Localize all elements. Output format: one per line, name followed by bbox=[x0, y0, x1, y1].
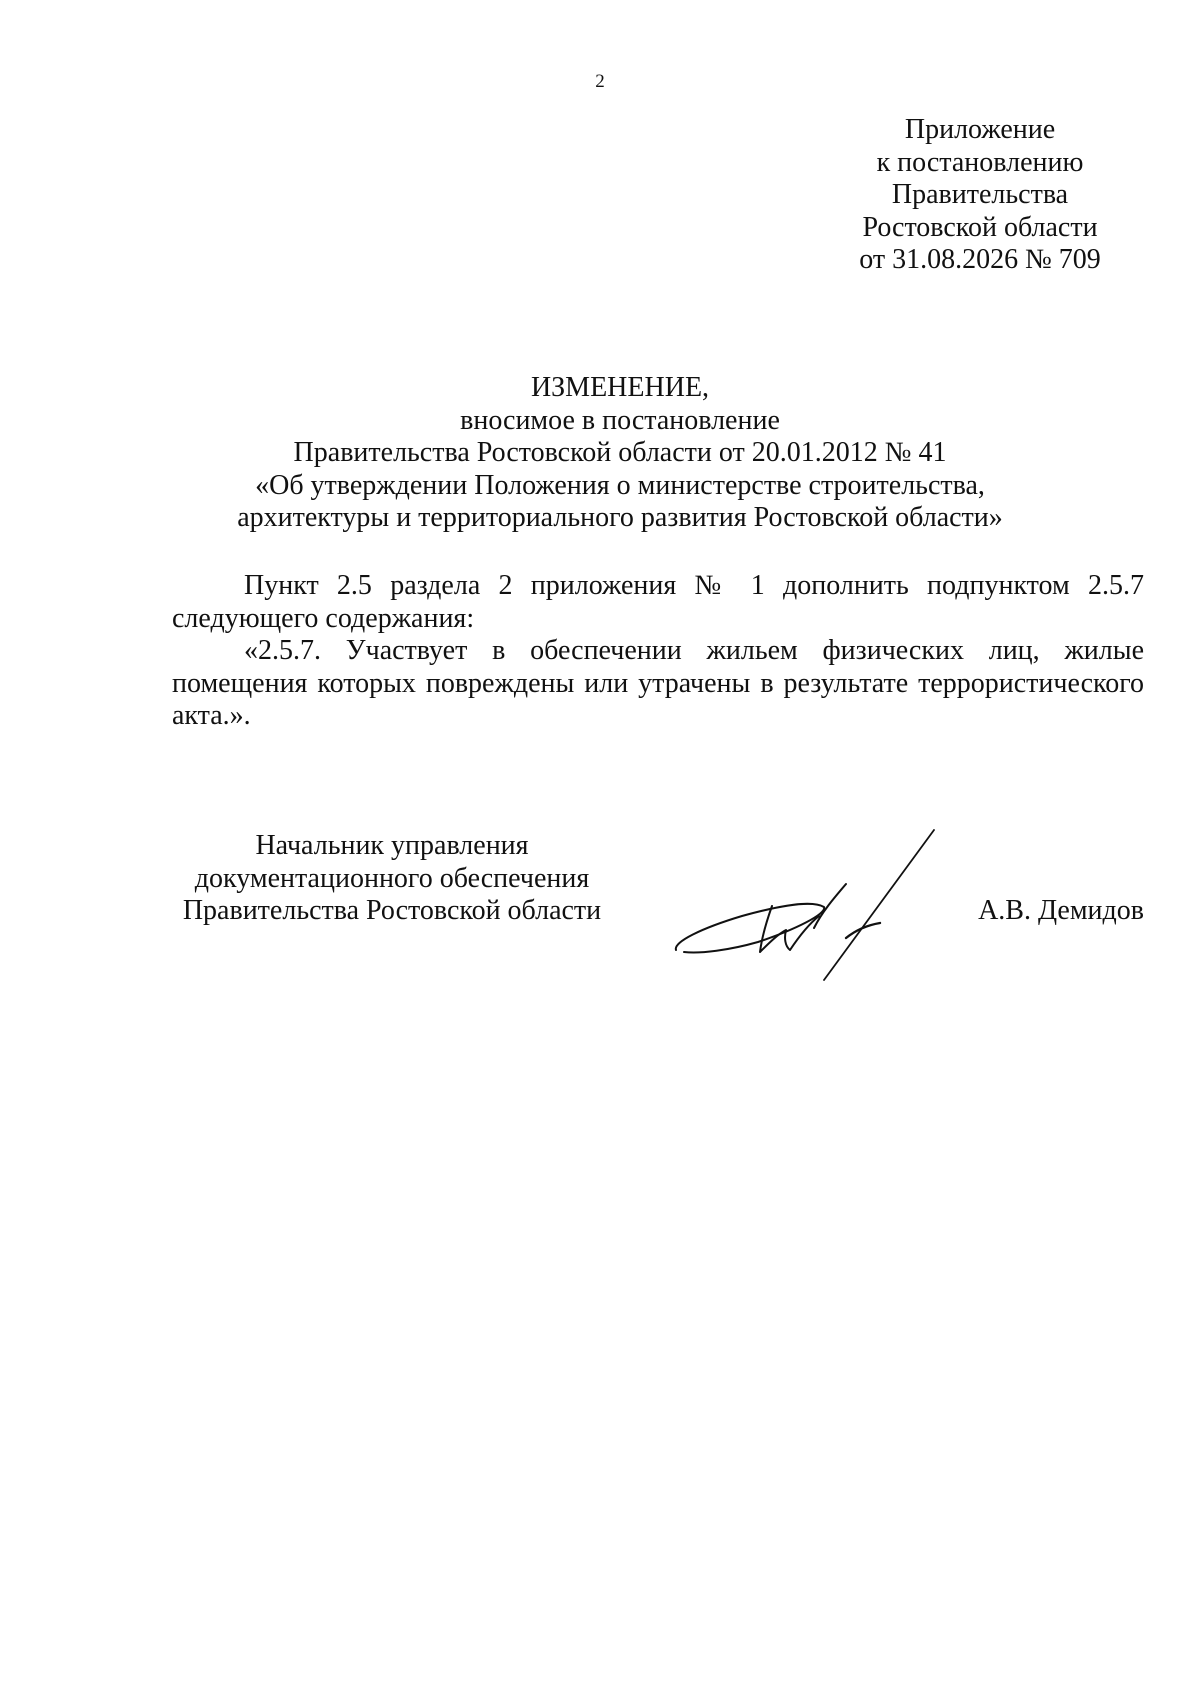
heading-line: Правительства Ростовской области от 20.01.2012 № 41 bbox=[293, 437, 947, 468]
signer-title-line: Правительства Ростовской области bbox=[182, 895, 602, 926]
body-paragraph: «2.5.7. Участвует в обеспечении жильем физических лиц, жилые помещения которых повреждены или утрачены в результате террористического акта.». bbox=[172, 635, 1144, 731]
handwritten-signature bbox=[664, 828, 954, 983]
heading-line: вносимое в постановление bbox=[460, 404, 780, 436]
document-heading bbox=[170, 372, 1070, 535]
signer-title-line: документационного обеспечения bbox=[194, 862, 590, 894]
annex-line: от 31.08.2026 № 709 bbox=[859, 244, 1101, 275]
signer-title-line: Начальник управления bbox=[255, 830, 529, 861]
annex-line: Правительства bbox=[891, 179, 1069, 210]
annex-line: Приложение bbox=[904, 114, 1056, 145]
annex-block bbox=[820, 114, 1140, 277]
heading-title: ИЗМЕНЕНИЕ, bbox=[530, 372, 710, 403]
annex-line: к постановлению bbox=[876, 146, 1084, 178]
signer-title bbox=[172, 830, 612, 928]
annex-line: Ростовской области bbox=[862, 211, 1098, 243]
body-paragraph: Пункт 2.5 раздела 2 приложения № 1 дополнить подпунктом 2.5.7 следующего содержания: bbox=[172, 570, 1144, 634]
document-body bbox=[172, 570, 1144, 733]
signer-name: А.В. Демидов bbox=[978, 895, 1144, 926]
heading-line: «Об утверждении Положения о министерстве строительства, bbox=[255, 469, 985, 501]
heading-line: архитектуры и территориального развития Ростовской области» bbox=[237, 502, 1003, 533]
signature-block bbox=[172, 830, 1144, 980]
page-number: 2 bbox=[595, 71, 605, 92]
